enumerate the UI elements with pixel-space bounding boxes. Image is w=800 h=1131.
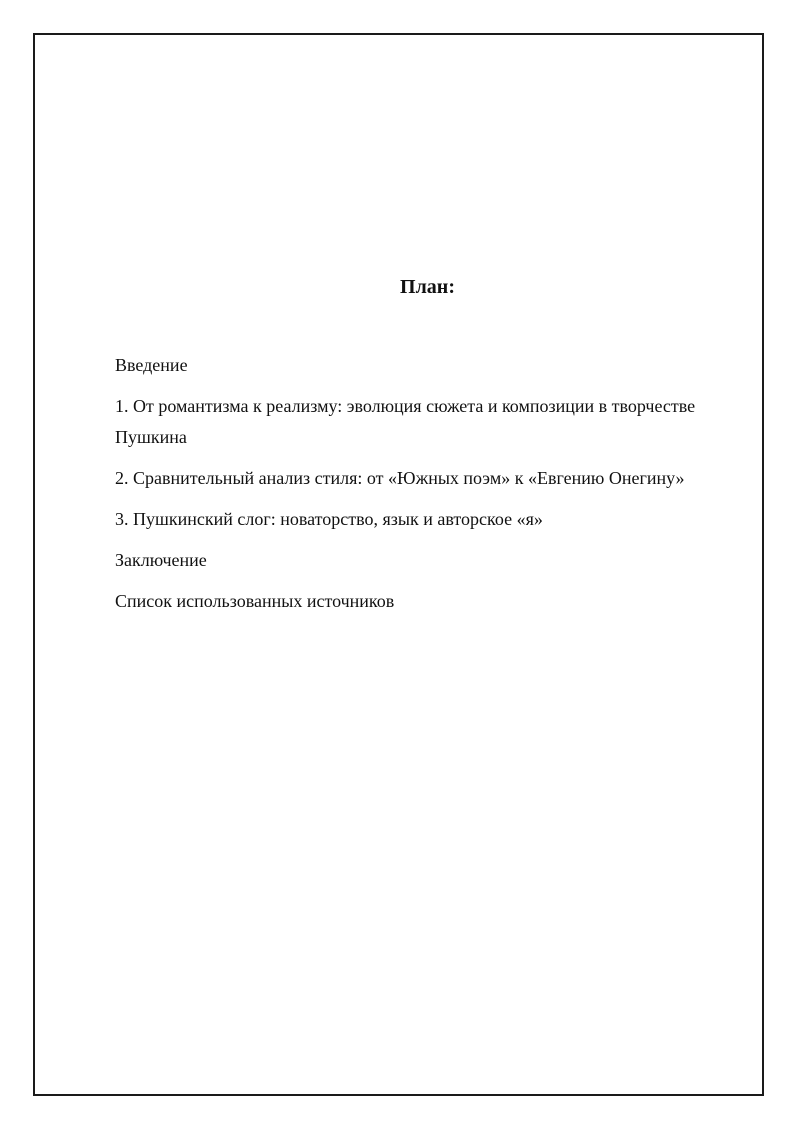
- plan-item-conclusion: Заключение: [115, 550, 207, 570]
- plan-title: План:: [400, 276, 455, 298]
- plan-item-references: Список использованных источников: [115, 591, 395, 611]
- plan-item-chapter-2: 2. Сравнительный анализ стиля: от «Южных поэм» к «Евгению Онегину»: [115, 468, 685, 488]
- plan-item-chapter-3: 3. Пушкинский слог: новаторство, язык и авторское «я»: [115, 509, 543, 529]
- plan-item-introduction: Введение: [115, 355, 188, 375]
- plan-item-chapter-1: 1. От романтизма к реализму: эволюция сюжета и композиции в творчестве Пушкина: [115, 396, 696, 447]
- plan-list: [115, 350, 735, 627]
